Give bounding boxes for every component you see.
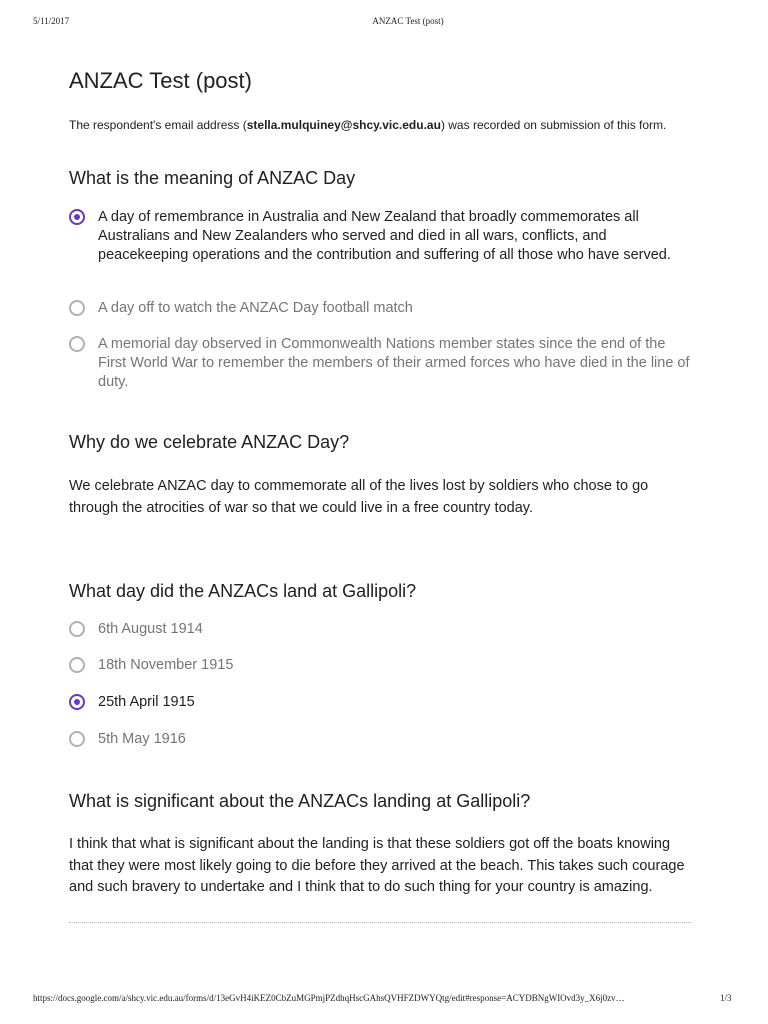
q1-option-1-label: A day of remembrance in Australia and New Zealand that broadly commemorates all Australians and New Zealanders who served and died in all wars, conflicts, and peacekeeping operations and the contribution and suffering of all those who have served.: [98, 209, 671, 263]
q1-option-2[interactable]: [69, 299, 691, 318]
print-header: [0, 16, 768, 30]
question-2-answer: We celebrate ANZAC day to commemorate all of the lives lost by soldiers who chose to go through the atrocities of war so that we could live in a free country today.: [69, 478, 649, 516]
question-1-title: What is the meaning of ANZAC Day: [69, 168, 356, 188]
respondent-email: stella.mulquiney@shcy.vic.edu.au: [246, 118, 441, 132]
q3-option-4-label: 5th May 1916: [98, 731, 186, 747]
q1-option-3[interactable]: [69, 335, 691, 392]
print-title: ANZAC Test (post): [372, 16, 444, 26]
question-3-title: What day did the ANZACs land at Gallipoli?: [69, 581, 417, 601]
q3-option-3[interactable]: [69, 693, 691, 712]
radio-unchecked-icon[interactable]: [69, 621, 85, 637]
radio-checked-icon[interactable]: [69, 694, 85, 710]
form-title: ANZAC Test (post): [69, 68, 252, 93]
print-date: 5/11/2017: [33, 16, 70, 26]
radio-unchecked-icon[interactable]: [69, 657, 85, 673]
question-2-title: Why do we celebrate ANZAC Day?: [69, 432, 350, 452]
q3-option-4[interactable]: [69, 730, 691, 749]
q3-option-1[interactable]: [69, 620, 691, 639]
q1-option-3-label: A memorial day observed in Commonwealth Nations member states since the end of the First World War to remember the members of their armed forces who have died in the line of duty.: [98, 336, 690, 390]
question-4-title: What is significant about the ANZACs landing at Gallipoli?: [69, 791, 531, 811]
q1-option-1[interactable]: [69, 208, 691, 265]
answer-divider: [69, 922, 691, 923]
radio-checked-icon[interactable]: [69, 209, 85, 225]
q1-option-2-label: A day off to watch the ANZAC Day football match: [98, 300, 413, 316]
email-note-prefix: The respondent's email address (: [69, 118, 247, 132]
radio-unchecked-icon[interactable]: [69, 300, 85, 316]
q3-option-2-label: 18th November 1915: [98, 657, 234, 673]
q3-option-3-label: 25th April 1915: [98, 694, 195, 710]
radio-unchecked-icon[interactable]: [69, 336, 85, 352]
page-number: 1/3: [720, 993, 732, 1003]
print-url: https://docs.google.com/a/shcy.vic.edu.au/forms/d/13eGvH4iKEZ0CbZuMGPmjPZdhqHscGAhsQVHFZDWYQtg/edit#response=ACYDBNgWIOvd3y_X6j0zv…: [33, 993, 625, 1003]
email-note: [69, 118, 666, 132]
print-footer: [0, 993, 768, 1007]
radio-unchecked-icon[interactable]: [69, 731, 85, 747]
q3-option-2[interactable]: [69, 656, 691, 675]
email-note-suffix: ) was recorded on submission of this form.: [440, 118, 667, 132]
q3-option-1-label: 6th August 1914: [98, 621, 203, 637]
question-4-answer: I think that what is significant about the landing is that these soldiers got off the boats knowing that they were most likely going to die before they arrived at the beach. This takes such courage and such bravery to undertake and I think that to do such thing for your country is amazing.: [69, 836, 685, 895]
